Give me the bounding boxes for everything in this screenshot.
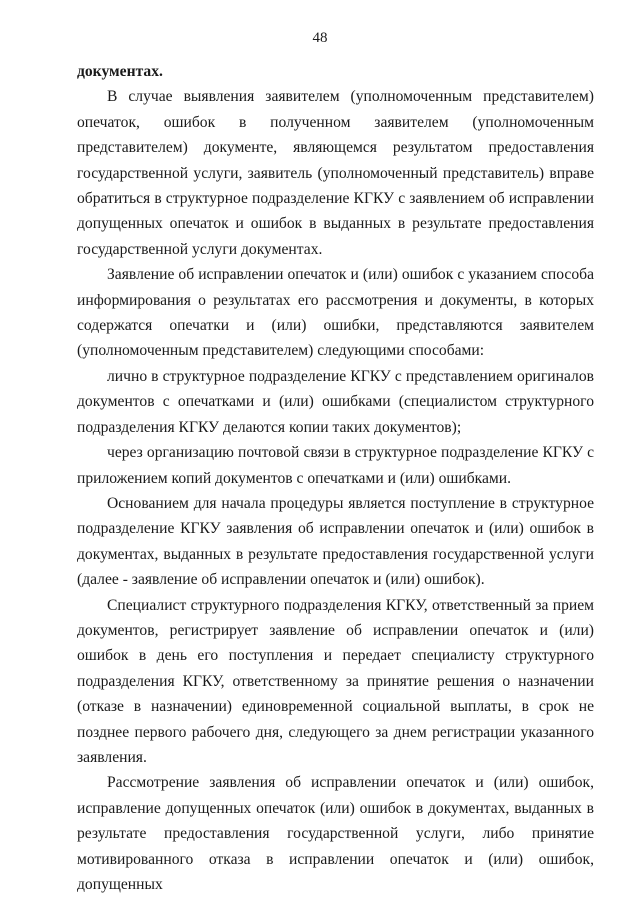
paragraph: через организацию почтовой связи в структурное подразделение КГКУ с приложением копий документов с опечатками и (или) ошибками. bbox=[77, 444, 594, 487]
paragraph: Заявление об исправлении опечаток и (или) ошибок с указанием способа информирования о результатах его рассмотрения и документы, в которых содержатся опечатки и (или) ошибки, представляются заявителем (уполномоченным представителем) следующими способами: bbox=[77, 266, 594, 360]
paragraph: Специалист структурного подразделения КГКУ, ответственный за прием документов, регистрирует заявление об исправлении опечаток и (или) ошибок в день его поступления и передает специалисту структурного подразделения КГКУ, ответственному за принятие решения о назначении (отказе в назначении) единовременной социальной выплаты, в срок не позднее первого рабочего дня, следующего за днем регистрации указанного заявления. bbox=[77, 596, 594, 766]
document-body bbox=[77, 59, 594, 897]
paragraph: Основанием для начала процедуры является поступление в структурное подразделение КГКУ заявления об исправлении опечаток и (или) ошибок в документах, выданных в результате предоставления государственной услуги (далее - заявление об исправлении опечаток и (или) ошибок). bbox=[77, 494, 594, 589]
page-number: 48 bbox=[312, 30, 328, 46]
paragraph: В случае выявления заявителем (уполномоченным представителем) опечаток, ошибок в полученном заявителем (уполномоченным представителем) документе, являющемся результатом предоставления государственной услуги, заявитель (уполномоченный представитель) вправе обратиться в структурное подразделение КГКУ с заявлением об исправлении допущенных опечаток и ошибок в выданных в результате предоставления государственной услуги документах. bbox=[77, 88, 594, 258]
paragraph: лично в структурное подразделение КГКУ с представлением оригиналов документов с опечатками и (или) ошибками (специалистом структурного подразделения КГКУ делаются копии таких документов); bbox=[77, 367, 594, 436]
paragraph: Рассмотрение заявления об исправлении опечаток и (или) ошибок, исправление допущенных опечаток (или) ошибок в документах, выданных в результате предоставления государственной услуги, либо принятие мотивированного отказа в исправлении опечаток и (или) ошибок, допущенных bbox=[77, 774, 594, 893]
paragraph-continuation: документах. bbox=[77, 63, 163, 80]
